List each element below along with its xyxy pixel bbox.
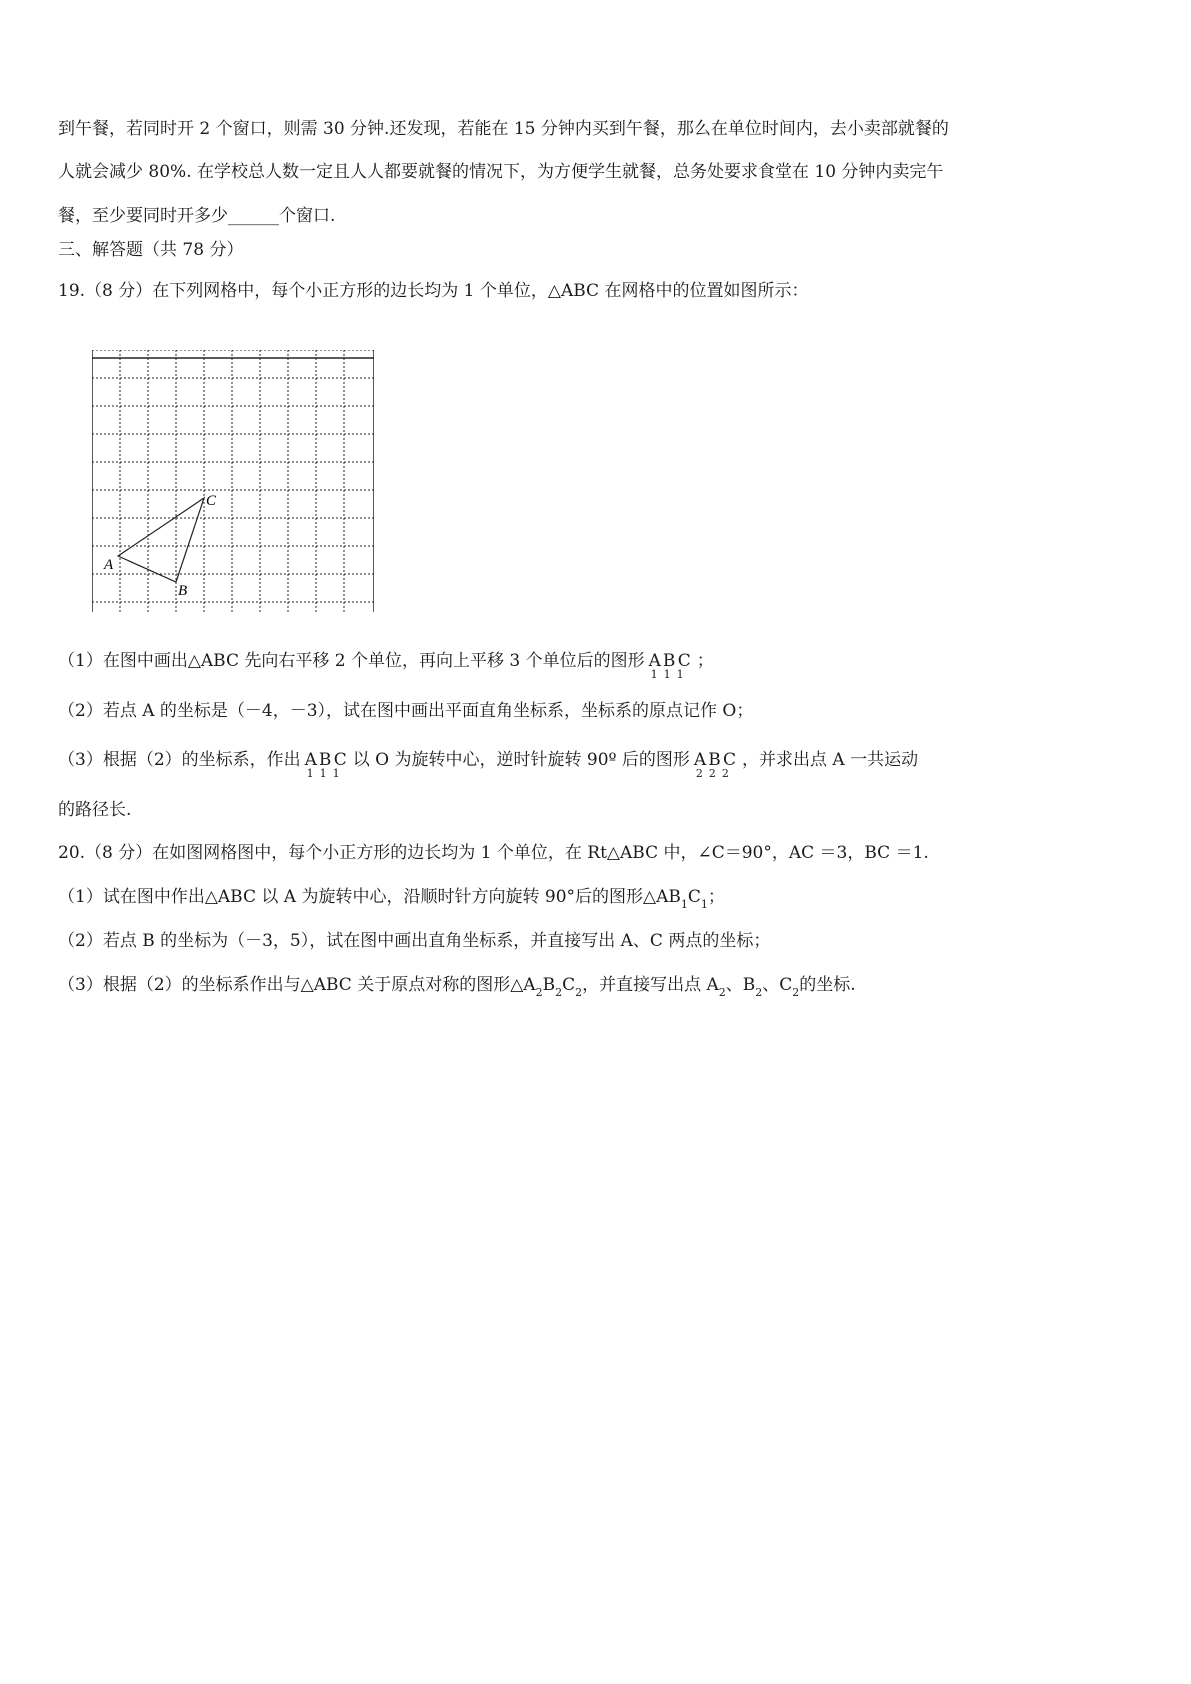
grid-lines	[92, 350, 374, 612]
shape-a1b1c1-subscripts: 111	[650, 668, 690, 681]
sub-b2-point: 2	[755, 986, 763, 999]
sub-c1: 1	[700, 898, 708, 911]
q19-part-1	[58, 650, 714, 681]
sub-a2-point: 2	[718, 986, 726, 999]
intro-line-2: 人就会减少 80%. 在学校总人数一定且人人都要就餐的情况下，为方便学生就餐，总务处要求食堂在 10 分钟内卖完午	[58, 162, 944, 182]
shape-a1b1c1-rotate-subscripts: 111	[306, 767, 346, 780]
sub-a2: 2	[535, 986, 543, 999]
shape-a1b1c1-letters: ABC	[648, 651, 693, 671]
q19-stem: 19.（8 分）在下列网格中，每个小正方形的边长均为 1 个单位，△ABC 在网格中的位置如图所示：	[58, 281, 809, 301]
q19-part-1-text: （1）在图中画出△ABC 先向右平移 2 个单位，再向上平移 3 个单位后的图形	[58, 651, 645, 671]
vertex-label-a: A	[104, 557, 114, 573]
vertex-label-c: C	[206, 493, 217, 509]
vertex-label-b: B	[178, 583, 188, 599]
shape-a1b1c1-rotate-letters: ABC	[304, 750, 349, 770]
intro-line-1: 到午餐，若同时开 2 个窗口，则需 30 分钟.还发现，若能在 15 分钟内买到午餐，那么在单位时间内，去小卖部就餐的	[58, 119, 949, 139]
q19-grid-figure	[92, 350, 374, 612]
shape-a1b1c1-rotate	[304, 749, 349, 780]
q19-part-3-line-2: 的路径长.	[58, 800, 132, 820]
letter-b: B	[542, 975, 556, 995]
q19-part-3	[58, 749, 919, 780]
shape-a2b2c2	[693, 749, 739, 780]
sub-c2-point: 2	[792, 986, 800, 999]
q20-part-1-end: ；	[707, 887, 725, 907]
intro-line-3-text: 餐，至少要同时开多少	[58, 206, 228, 226]
letter-c: C	[687, 887, 701, 907]
q19-part-1-end: ；	[696, 651, 714, 671]
answer-blank: ______	[228, 206, 279, 226]
shape-a2b2c2-subscripts: 222	[695, 767, 735, 780]
shape-a2b2c2-letters: ABC	[693, 750, 739, 770]
q20-part-3-end: 的坐标.	[799, 975, 856, 995]
q19-part-3-text-a: （3）根据（2）的坐标系，作出	[58, 750, 301, 770]
q20-part-2: （2）若点 B 的坐标为（－3，5），试在图中画出直角坐标系，并直接写出 A、C 两点的坐标；	[58, 931, 771, 951]
triangle-abc	[118, 498, 204, 582]
intro-line-3-end: 个窗口.	[279, 206, 336, 226]
sub-c2: 2	[575, 986, 583, 999]
q20-part-3	[58, 974, 856, 998]
intro-line-3	[58, 205, 335, 227]
q20-part-3-mid-3: 、C	[762, 975, 793, 995]
shape-a1b1c1	[648, 650, 693, 681]
q19-part-2: （2）若点 A 的坐标是（－4，－3），试在图中画出平面直角坐标系，坐标系的原点记作 O；	[58, 701, 754, 721]
section-title: 三、解答题（共 78 分）	[58, 240, 244, 260]
letter-c-2: C	[562, 975, 576, 995]
q20-part-1-text: （1）试在图中作出△ABC 以 A 为旋转中心，沿顺时针方向旋转 90°后的图形△AB	[58, 887, 681, 907]
q20-part-3-mid: ，并直接写出点 A	[582, 975, 719, 995]
q19-part-3-text-b: 以 O 为旋转中心，逆时针旋转 90º 后的图形	[352, 750, 690, 770]
sub-b2: 2	[555, 986, 563, 999]
sub-b1: 1	[680, 898, 688, 911]
q19-part-3-text-c: ，并求出点 A 一共运动	[742, 750, 919, 770]
q20-part-3-text: （3）根据（2）的坐标系作出与△ABC 关于原点对称的图形△A	[58, 975, 536, 995]
q20-part-3-mid-2: 、B	[725, 975, 756, 995]
q20-part-1	[58, 886, 725, 910]
q20-stem: 20.（8 分）在如图网格图中，每个小正方形的边长均为 1 个单位，在 Rt△ABC 中，∠C＝90°，AC ＝3，BC ＝1.	[58, 843, 929, 863]
